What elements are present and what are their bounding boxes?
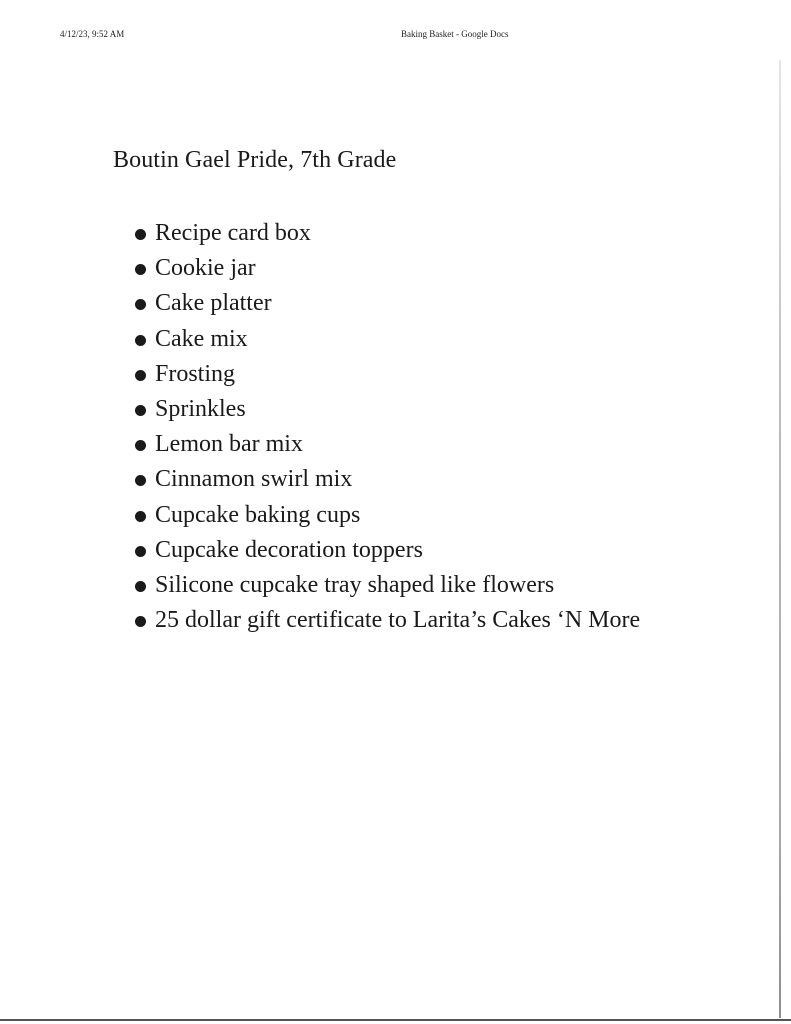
list-item [135,462,640,497]
list-item [135,498,640,533]
bullet-icon [135,440,146,451]
list-item-text: Silicone cupcake tray shaped like flowers [155,571,555,598]
list-item [135,533,640,568]
bullet-icon [135,264,146,275]
bullet-icon [135,370,146,381]
list-item-text: Cake mix [155,325,248,352]
list-item-text: Cupcake decoration toppers [155,536,423,563]
bullet-icon [135,616,146,627]
list-item-text: Cinnamon swirl mix [155,466,353,493]
list-item [135,286,640,321]
list-item [135,392,640,427]
list-item-text: Cookie jar [155,255,256,282]
list-item [135,216,640,251]
bullet-icon [135,511,146,522]
list-item [135,251,640,286]
page-title: Boutin Gael Pride, 7th Grade [113,147,397,173]
bullet-icon [135,405,146,416]
list-item-text: Recipe card box [155,220,311,247]
scan-edge-right [779,60,781,1018]
list-item [135,357,640,392]
list-item [135,603,640,638]
list-item-text: Lemon bar mix [155,431,303,458]
print-document-title: Baking Basket - Google Docs [401,29,509,39]
scan-edge-bottom [0,1019,791,1021]
list-item [135,568,640,603]
list-item [135,427,640,462]
bullet-icon [135,581,146,592]
bullet-icon [135,299,146,310]
bullet-icon [135,475,146,486]
list-item [135,322,640,357]
bullet-icon [135,546,146,557]
print-date: 4/12/23, 9:52 AM [60,29,125,39]
list-item-text: Frosting [155,360,236,387]
print-header [0,29,791,43]
list-item-text: 25 dollar gift certificate to Larita’s Cakes ‘N More [155,607,641,634]
list-item-text: Cupcake baking cups [155,501,361,528]
bullet-icon [135,335,146,346]
list-item-text: Sprinkles [155,396,246,423]
list-item-text: Cake platter [155,290,272,317]
basket-item-list [135,216,640,638]
bullet-icon [135,229,146,240]
